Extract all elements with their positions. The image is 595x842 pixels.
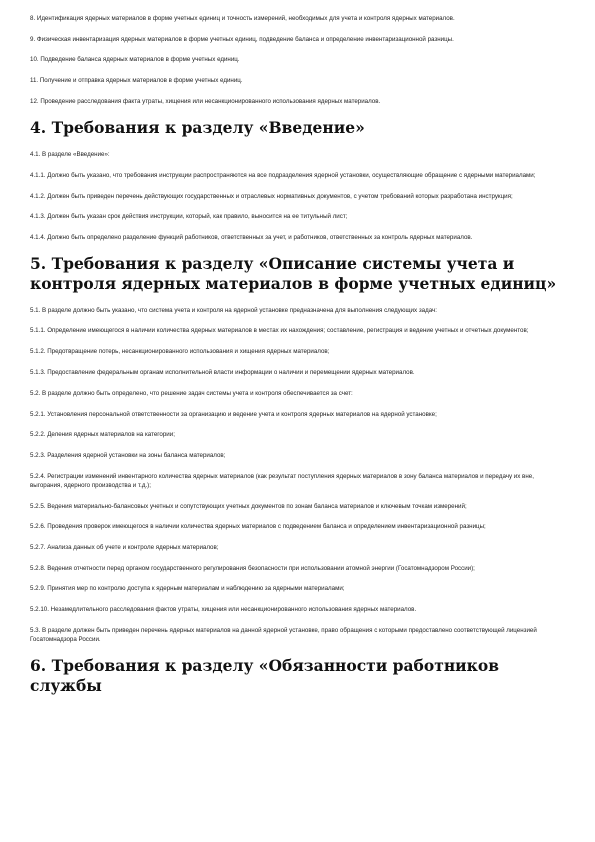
list-item: 11. Получение и отправка ядерных материалов в форме учетных единиц.	[30, 77, 243, 84]
list-item: 5.2.6. Проведения проверок имеющегося в наличии количества ядерных материалов с подведением баланса и определением инвентаризационной разницы;	[30, 523, 486, 530]
intro-list	[30, 14, 565, 106]
list-item: 4.1. В разделе «Введение»:	[30, 151, 110, 158]
list-item: 5.2. В разделе должно быть определено, что решение задач системы учета и контроля обеспечивается за счет:	[30, 389, 353, 397]
list-item: 10. Подведение баланса ядерных материалов в форме учетных единиц.	[30, 56, 240, 63]
list-item: 5.2.7. Анализа данных об учете и контроле ядерных материалов;	[30, 543, 219, 551]
list-item: 5.1.2. Предотвращение потерь, несанкционированного использования и хищения ядерных материалов;	[30, 347, 330, 355]
list-item: 5.2.2. Деления ядерных материалов на категории;	[30, 431, 175, 438]
section-4-list	[30, 150, 565, 242]
list-item: 5.1.1. Определение имеющегося в наличии количества ядерных материалов в местах их нахождения; составление, регистрация и ведение учетных и отчетных документов;	[30, 327, 529, 334]
list-item: 4.1.4. Должно быть определено разделение функций работников, ответственных за учет, и работников, ответственных за контроль ядерных материалов.	[30, 234, 473, 241]
list-item: 5.2.10. Незамедлительного расследования фактов утраты, хищения или несанкционированного использования ядерных материалов.	[30, 606, 417, 613]
list-item: 4.1.1. Должно быть указано, что требования инструкции распространяются на все подразделения ядерной установки, осуществляющие обращение с ядерными материалами;	[30, 172, 536, 179]
list-item: 12. Проведение расследования факта утраты, хищения или несанкционированного использования ядерных материалов.	[30, 98, 381, 105]
section-5-list	[30, 306, 565, 645]
list-item: 5.1. В разделе должно быть указано, что система учета и контроля на ядерной установке предназначена для выполнения следующих задач:	[30, 306, 437, 314]
list-item: 5.2.1. Установления персональной ответственности за организацию и ведение учета и контроля ядерных материалов на ядерной установке;	[30, 410, 437, 418]
list-item: 5.2.3. Разделения ядерной установки на зоны баланса материалов;	[30, 452, 226, 459]
list-item: 5.2.8. Ведения отчетности перед органом государственного регулирования безопасности при использовании атомной энергии (Госатомнадзором России);	[30, 564, 475, 572]
section-4-heading: 4. Требования к разделу «Введение»	[30, 118, 365, 137]
section-5-heading: 5. Требования к разделу «Описание системы учета и контроля ядерных материалов в форме учетных единиц»	[30, 253, 557, 293]
list-item: 5.2.5. Ведения материально-балансовых учетных и сопутствующих учетных документов по зонам баланса материалов и ключевым точкам измерений;	[30, 502, 467, 510]
section-6-heading: 6. Требования к разделу «Обязанности работников службы	[30, 655, 499, 695]
list-item: 5.2.9. Принятия мер по контролю доступа к ядерным материалам и наблюдению за ядерными материалами;	[30, 585, 345, 592]
list-item: 5.2.4. Регистрации изменений инвентарного количества ядерных материалов (как результат поступления ядерных материалов в зону баланса материалов и передачу их вне, выгорания, ядерного производства и т.д.);	[30, 473, 534, 489]
list-item: 4.1.2. Должен быть приведен перечень действующих государственных и отраслевых нормативных документов, с учетом требований которых разработана инструкция;	[30, 192, 513, 200]
list-item: 8. Идентификация ядерных материалов в форме учетных единиц и точность измерений, необходимых для учета и контроля ядерных материалов.	[30, 15, 455, 22]
list-item: 5.1.3. Предоставление федеральным органам исполнительной власти информации о наличии и перемещении ядерных материалов.	[30, 368, 415, 376]
list-item: 5.3. В разделе должен быть приведен перечень ядерных материалов на данной ядерной установке, право обращения с которыми предоставлено соответствующей лицензией Госатомнадзора России.	[30, 627, 537, 643]
list-item: 4.1.3. Должен быть указан срок действия инструкции, который, как правило, выносится на ее титульный лист;	[30, 213, 348, 220]
list-item: 9. Физическая инвентаризация ядерных материалов в форме учетных единиц, подведение баланса и определение инвентаризационной разницы.	[30, 35, 454, 43]
